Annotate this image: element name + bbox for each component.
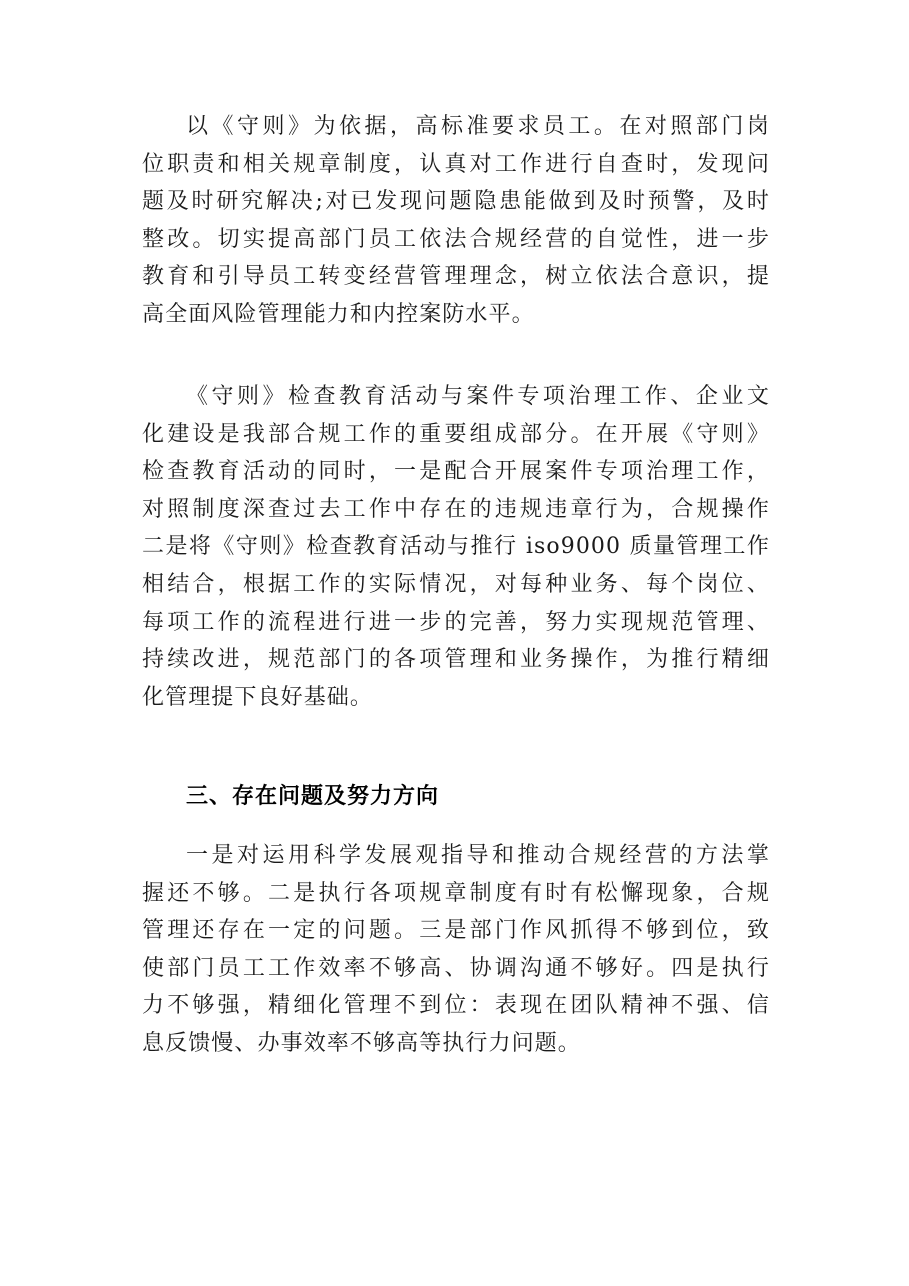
paragraph-2-line: 《守则》检查教育活动与案件专项治理工作、企业文 xyxy=(186,384,770,409)
paragraph-2-line: 每项工作的流程进行进一步的完善，努力实现规范管理、 xyxy=(142,609,770,635)
paragraph-2 xyxy=(142,378,770,716)
paragraph-1-line: 整改。切实提高部门员工依法合规经营的自觉性，进一步 xyxy=(142,226,770,252)
paragraph-2-line: 化管理提下良好基础。 xyxy=(142,684,374,710)
paragraph-1-line: 题及时研究解决;对已发现问题隐患能做到及时预警，及时 xyxy=(142,189,770,215)
paragraph-3 xyxy=(142,837,770,1063)
paragraph-2-line: 持续改进，规范部门的各项管理和业务操作，为推行精细 xyxy=(142,647,770,673)
paragraph-1-line: 以《守则》为依据，高标准要求员工。在对照部门岗 xyxy=(186,114,770,139)
paragraph-2-line: 化建设是我部合规工作的重要组成部分。在开展《守则》 xyxy=(142,421,770,447)
paragraph-3-line: 息反馈慢、办事效率不够高等执行力问题。 xyxy=(142,1030,581,1056)
paragraph-3-line: 力不够强，精细化管理不到位：表现在团队精神不强、信 xyxy=(142,993,770,1019)
paragraph-3-line: 一是对运用科学发展观指导和推动合规经营的方法掌 xyxy=(186,843,770,868)
section-heading: 三、存在问题及努力方向 xyxy=(186,784,440,809)
paragraph-2-line: 相结合，根据工作的实际情况，对每种业务、每个岗位、 xyxy=(142,571,770,597)
paragraph-1-line: 教育和引导员工转变经营管理理念，树立依法合意识，提 xyxy=(142,264,770,290)
paragraph-1-line: 位职责和相关规章制度，认真对工作进行自查时，发现问 xyxy=(142,151,770,177)
paragraph-2-line: 检查教育活动的同时，一是配合开展案件专项治理工作， xyxy=(142,459,770,485)
paragraph-3-line: 使部门员工工作效率不够高、协调沟通不够好。四是执行 xyxy=(142,955,770,981)
paragraph-2-line: 二是将《守则》检查教育活动与推行 iso9000 质量管理工作 xyxy=(142,534,770,560)
paragraph-1-line: 高全面风险管理能力和内控案防水平。 xyxy=(142,301,535,327)
paragraph-3-line: 握还不够。二是执行各项规章制度有时有松懈现象，合规 xyxy=(142,880,770,906)
paragraph-2-line: 对照制度深查过去工作中存在的违规违章行为，合规操作 xyxy=(142,496,770,522)
paragraph-1 xyxy=(142,108,770,334)
paragraph-3-line: 管理还存在一定的问题。三是部门作风抓得不够到位，致 xyxy=(142,918,770,944)
